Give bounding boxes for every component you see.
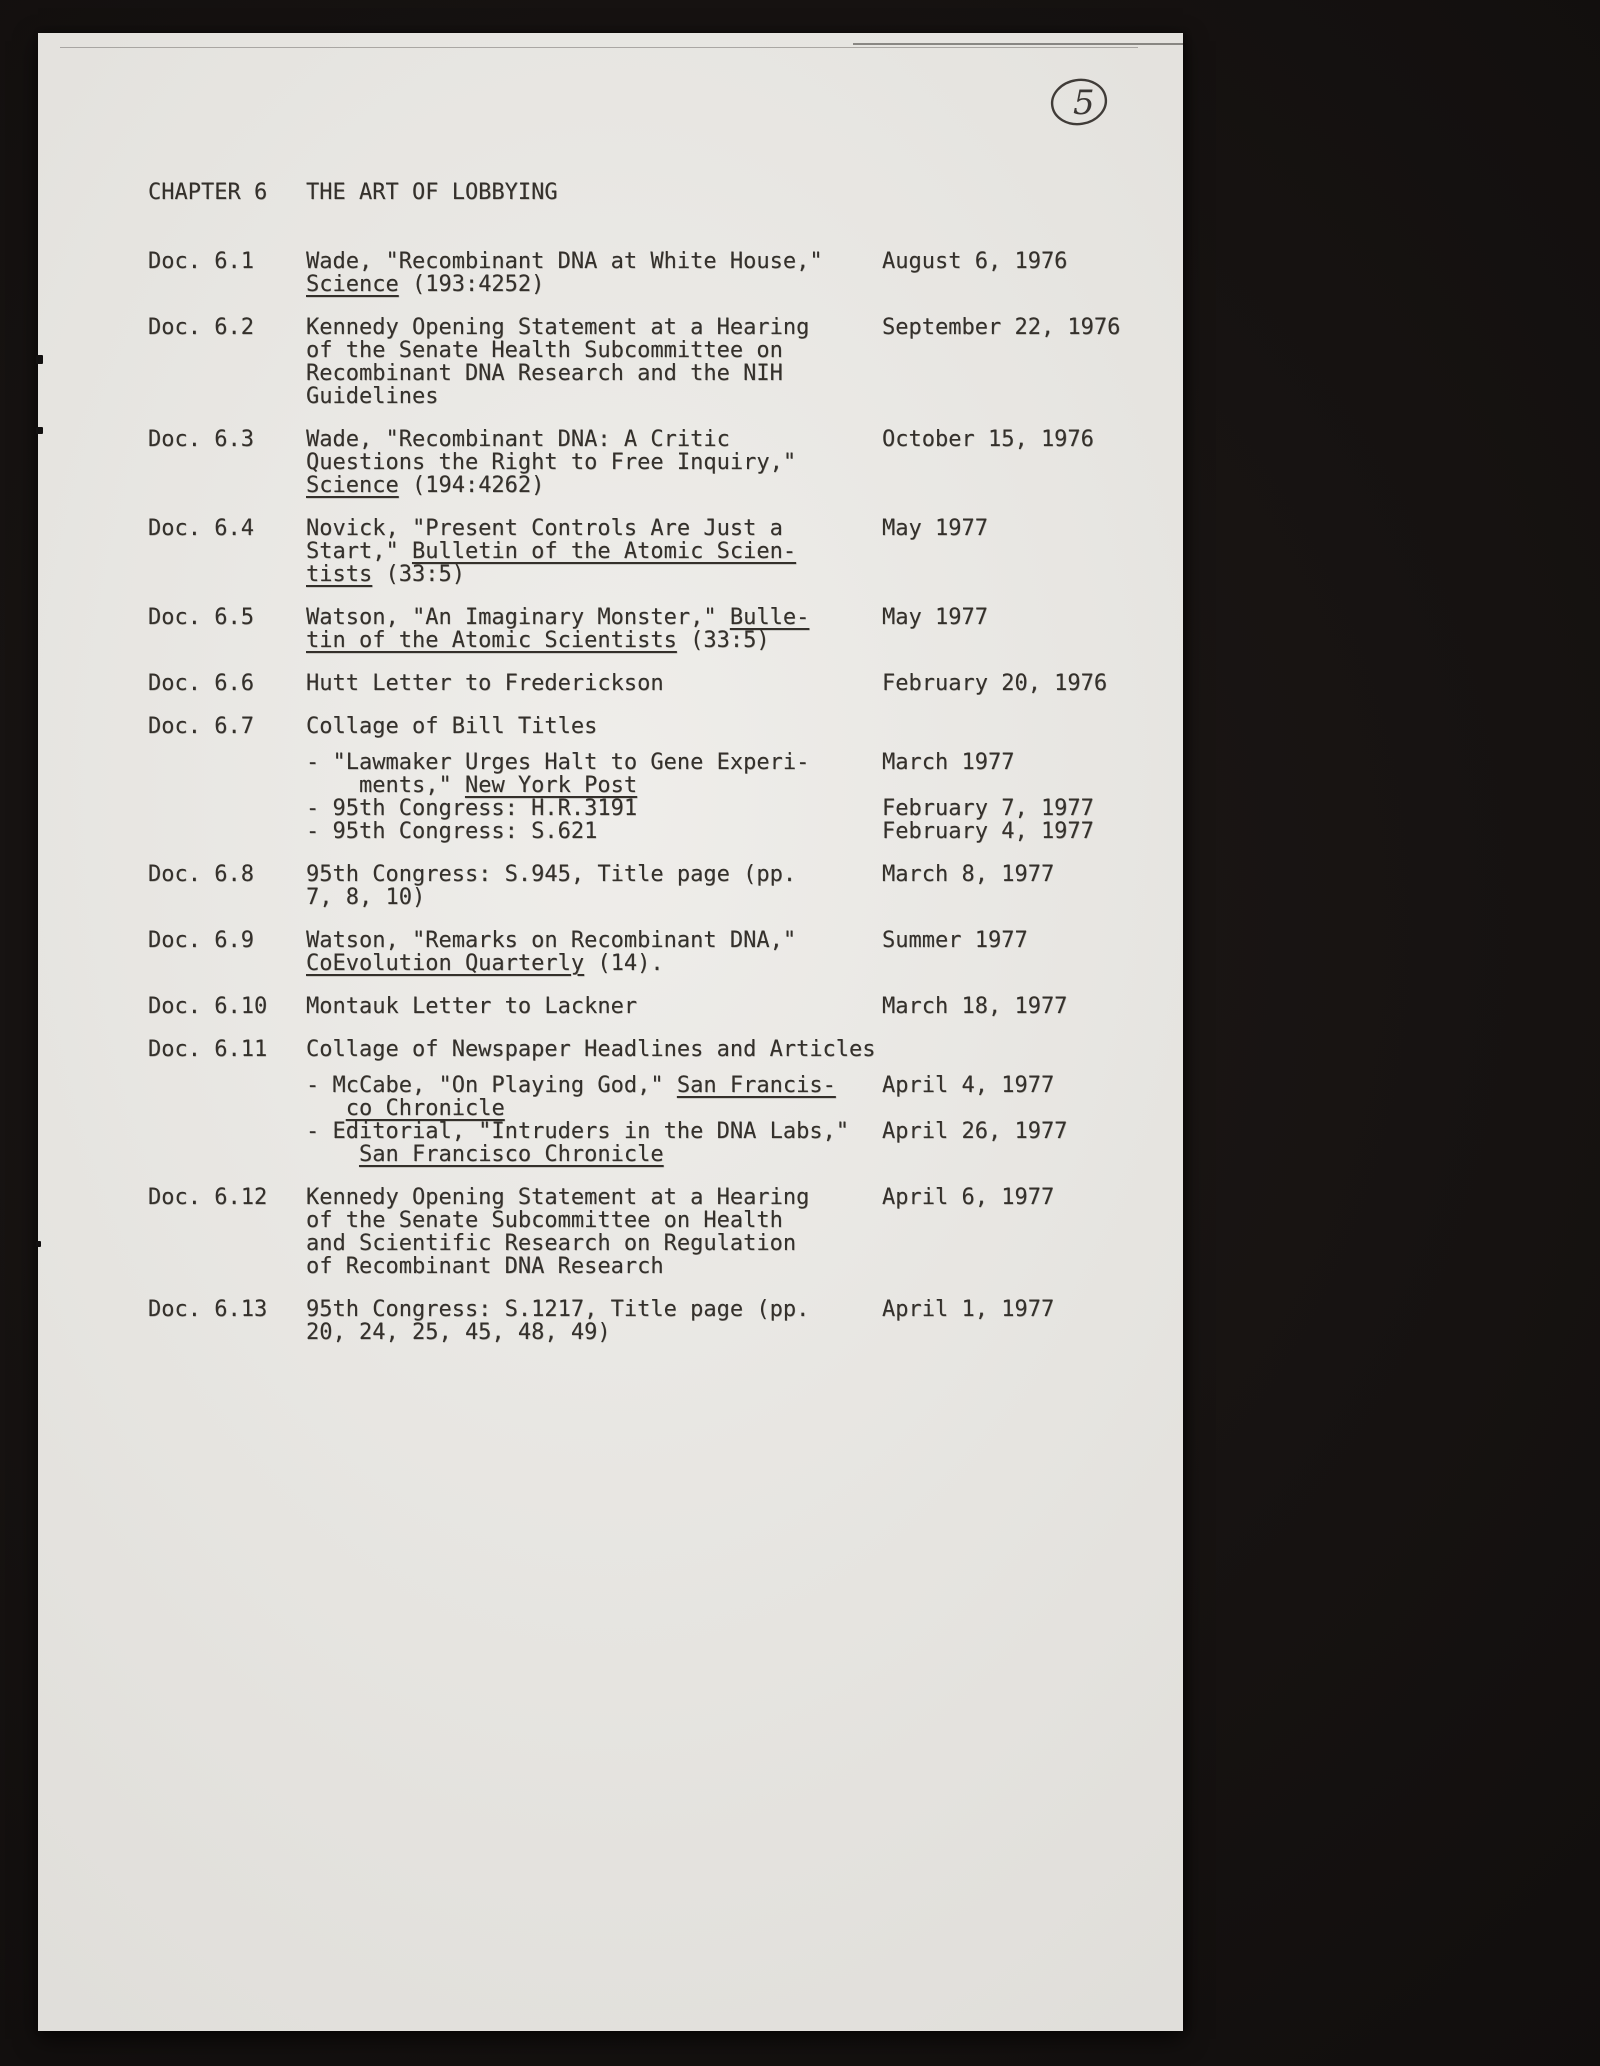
entry-row — [148, 715, 1183, 738]
description-line — [306, 1097, 882, 1120]
description-line — [306, 1120, 882, 1143]
text-segment: (33:5) — [372, 562, 465, 587]
entry-row — [148, 751, 1183, 797]
description-line — [306, 1298, 882, 1321]
doc-description — [306, 751, 882, 797]
doc-date: April 26, 1977 — [882, 1119, 1068, 1144]
toc-entry — [148, 316, 1183, 408]
text-segment: Kennedy Opening Statement at a Hearing — [306, 315, 810, 340]
text-segment: 95th Congress: S.1217, Title page (pp. — [306, 1297, 810, 1322]
doc-description — [306, 863, 882, 909]
description-line — [306, 517, 882, 540]
description-line — [306, 362, 882, 385]
text-segment: Kennedy Opening Statement at a Hearing — [306, 1185, 810, 1210]
text-segment: of Recombinant DNA Research — [306, 1254, 664, 1279]
toc-entry — [148, 715, 1183, 843]
description-line — [306, 385, 882, 408]
description-line — [306, 428, 882, 451]
toc-entry — [148, 672, 1183, 695]
entries-list — [148, 250, 1183, 1344]
description-line — [306, 751, 882, 774]
text-segment: Watson, "An Imaginary Monster," — [306, 605, 730, 630]
chapter-title: THE ART OF LOBBYING — [306, 180, 558, 205]
entry-row — [148, 863, 1183, 909]
doc-date: August 6, 1976 — [882, 249, 1068, 274]
text-segment: Watson, "Remarks on Recombinant DNA," — [306, 928, 797, 953]
doc-date: February 7, 1977 — [882, 796, 1094, 821]
text-segment: ments," — [306, 773, 465, 798]
doc-date: April 6, 1977 — [882, 1185, 1055, 1210]
text-segment: - McCabe, "On Playing God," — [306, 1073, 677, 1098]
underlined-text: Science — [306, 473, 399, 498]
doc-date: September 22, 1976 — [882, 315, 1121, 340]
description-line — [306, 1074, 882, 1097]
text-segment: - "Lawmaker Urges Halt to Gene Experi- — [306, 750, 810, 775]
doc-description — [306, 995, 882, 1018]
doc-description — [306, 1298, 882, 1344]
underlined-text: San Francisco Chronicle — [358, 1142, 664, 1167]
text-segment: 7, 8, 10) — [306, 885, 426, 910]
text-segment: Wade, "Recombinant DNA: A Critic — [306, 427, 730, 452]
description-line — [306, 629, 882, 652]
description-line — [306, 474, 882, 497]
entry-row — [148, 517, 1183, 586]
underlined-text: co Chronicle — [345, 1096, 505, 1121]
doc-description — [306, 715, 882, 738]
description-line — [306, 995, 882, 1018]
entry-row — [148, 1074, 1183, 1120]
doc-date: March 8, 1977 — [882, 862, 1055, 887]
toc-entry — [148, 1298, 1183, 1344]
text-segment — [306, 1142, 359, 1167]
doc-number: Doc. 6.2 — [148, 315, 254, 340]
underlined-text: CoEvolution Quarterly — [306, 951, 585, 976]
doc-description — [306, 316, 882, 408]
description-line — [306, 451, 882, 474]
text-segment: (33:5) — [676, 628, 770, 653]
description-line — [306, 672, 882, 695]
doc-number: Doc. 6.10 — [148, 994, 268, 1019]
doc-number: Doc. 6.11 — [148, 1037, 268, 1062]
underlined-text: New York Post — [464, 773, 638, 798]
underlined-text: San Francis- — [676, 1073, 836, 1098]
doc-description — [306, 929, 882, 975]
doc-number: Doc. 6.7 — [148, 714, 254, 739]
text-segment: of the Senate Subcommittee on Health — [306, 1208, 783, 1233]
text-segment: Wade, "Recombinant DNA at White House," — [306, 249, 823, 274]
text-segment: - 95th Congress: S.621 — [306, 819, 598, 844]
doc-number: Doc. 6.4 — [148, 516, 254, 541]
text-segment: and Scientific Research on Regulation — [306, 1231, 797, 1256]
doc-description — [306, 797, 882, 820]
description-line — [306, 929, 882, 952]
entry-row — [148, 929, 1183, 975]
text-segment: Start," — [306, 539, 412, 564]
doc-date: February 20, 1976 — [882, 671, 1108, 696]
document-page — [38, 33, 1183, 2031]
underlined-text: tists — [306, 562, 373, 587]
toc-entry — [148, 995, 1183, 1018]
entry-row — [148, 995, 1183, 1018]
text-segment: 95th Congress: S.945, Title page (pp. — [306, 862, 797, 887]
text-segment: Recombinant DNA Research and the NIH — [306, 361, 783, 386]
underlined-text: Science — [306, 272, 399, 297]
text-segment: Questions the Right to Free Inquiry," — [306, 450, 797, 475]
entry-row — [148, 428, 1183, 497]
page-number-digit: 5 — [1073, 83, 1095, 123]
doc-number: Doc. 6.3 — [148, 427, 254, 452]
text-segment: 20, 24, 25, 45, 48, 49) — [306, 1320, 611, 1345]
description-line — [306, 316, 882, 339]
doc-description — [306, 1038, 882, 1061]
description-line — [306, 339, 882, 362]
text-segment: Collage of Newspaper Headlines and Articles — [306, 1037, 876, 1062]
entry-row — [148, 1298, 1183, 1344]
doc-number: Doc. 6.5 — [148, 605, 254, 630]
doc-description — [306, 820, 882, 843]
text-segment: Hutt Letter to Frederickson — [306, 671, 664, 696]
doc-description — [306, 1120, 882, 1166]
doc-description — [306, 1074, 882, 1120]
doc-number: Doc. 6.13 — [148, 1297, 268, 1322]
toc-entry — [148, 250, 1183, 296]
text-segment: Collage of Bill Titles — [306, 714, 598, 739]
description-line — [306, 1255, 882, 1278]
entry-row — [148, 606, 1183, 652]
doc-number: Doc. 6.12 — [148, 1185, 268, 1210]
text-segment — [306, 1096, 346, 1121]
description-line — [306, 715, 882, 738]
underlined-text: Bulle- — [729, 605, 810, 630]
toc-entry — [148, 863, 1183, 909]
description-line — [306, 1321, 882, 1344]
entry-row — [148, 316, 1183, 408]
entry-row — [148, 797, 1183, 820]
entry-row — [148, 820, 1183, 843]
description-line — [306, 273, 882, 296]
doc-description — [306, 250, 882, 296]
doc-description — [306, 517, 882, 586]
description-line — [306, 563, 882, 586]
description-line — [306, 820, 882, 843]
doc-description — [306, 606, 882, 652]
entry-row — [148, 1120, 1183, 1166]
toc-entry — [148, 606, 1183, 652]
entry-row — [148, 672, 1183, 695]
entry-row — [148, 1038, 1183, 1061]
description-line — [306, 1038, 882, 1061]
doc-date: March 1977 — [882, 750, 1015, 775]
toc-entry — [148, 1186, 1183, 1278]
description-line — [306, 1209, 882, 1232]
description-line — [306, 886, 882, 909]
doc-number: Doc. 6.9 — [148, 928, 254, 953]
chapter-label: CHAPTER 6 — [148, 180, 268, 205]
text-segment: Novick, "Present Controls Are Just a — [306, 516, 783, 541]
text-segment: Montauk Letter to Lackner — [306, 994, 638, 1019]
doc-date: October 15, 1976 — [882, 427, 1094, 452]
doc-description — [306, 672, 882, 695]
entry-row — [148, 1186, 1183, 1278]
toc-entry — [148, 428, 1183, 497]
doc-date: April 1, 1977 — [882, 1297, 1055, 1322]
entry-row — [148, 250, 1183, 296]
description-line — [306, 797, 882, 820]
text-segment: (193:4252) — [398, 272, 545, 297]
page-content — [38, 33, 1183, 1344]
doc-date: April 4, 1977 — [882, 1073, 1055, 1098]
doc-date: March 18, 1977 — [882, 994, 1068, 1019]
chapter-header — [148, 181, 1183, 204]
doc-number: Doc. 6.1 — [148, 249, 254, 274]
doc-date: Summer 1977 — [882, 928, 1028, 953]
doc-date: February 4, 1977 — [882, 819, 1094, 844]
text-segment: of the Senate Health Subcommittee on — [306, 338, 783, 363]
description-line — [306, 1232, 882, 1255]
doc-description — [306, 428, 882, 497]
description-line — [306, 952, 882, 975]
doc-number: Doc. 6.6 — [148, 671, 254, 696]
description-line — [306, 1186, 882, 1209]
text-segment: (194:4262) — [398, 473, 545, 498]
text-segment: - 95th Congress: H.R.3191 — [306, 796, 638, 821]
doc-description — [306, 1186, 882, 1278]
description-line — [306, 774, 882, 797]
underlined-text: Bulletin of the Atomic Scien- — [411, 539, 797, 564]
doc-date: May 1977 — [882, 605, 988, 630]
toc-entry — [148, 1038, 1183, 1166]
description-line — [306, 540, 882, 563]
toc-entry — [148, 517, 1183, 586]
description-line — [306, 250, 882, 273]
description-line — [306, 863, 882, 886]
text-segment: (14). — [584, 951, 664, 976]
toc-entry — [148, 929, 1183, 975]
text-segment: - Editorial, "Intruders in the DNA Labs," — [306, 1119, 850, 1144]
text-segment: Guidelines — [306, 384, 439, 409]
doc-date: May 1977 — [882, 516, 988, 541]
underlined-text: tin of the Atomic Scientists — [306, 628, 677, 653]
doc-number: Doc. 6.8 — [148, 862, 254, 887]
description-line — [306, 1143, 882, 1166]
description-line — [306, 606, 882, 629]
